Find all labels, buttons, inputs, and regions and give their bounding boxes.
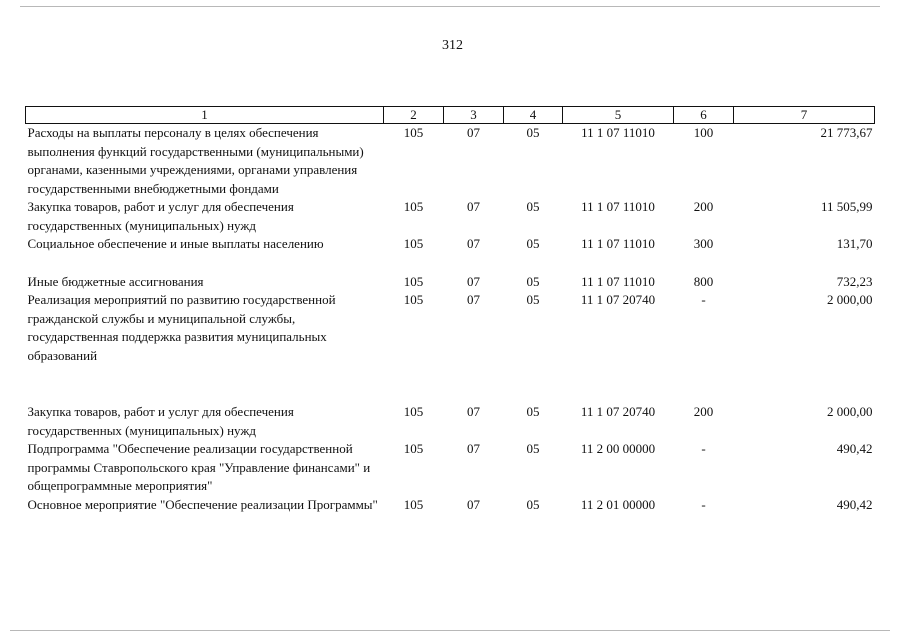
row-ministry-code: 105 [403, 441, 424, 456]
row-expense-type: 200 [693, 404, 714, 419]
row-name: Основное мероприятие "Обеспечение реализации Программы" [27, 496, 378, 512]
table-header-row [26, 107, 875, 124]
column-header: 6 [674, 107, 734, 124]
row-ministry-code: 105 [403, 236, 424, 251]
scan-artifact-top [20, 6, 880, 7]
row-name: Реализация мероприятий по развитию государственной гражданской службы и муниципальной службы, государственная поддержка развития муниципальных образований [27, 292, 336, 363]
row-ministry-code: 105 [403, 496, 424, 512]
row-expense-type: 300 [693, 236, 714, 251]
row-name: Расходы на выплаты персоналу в целях обеспечения выполнения функций государственными (муниципальными) органами, казенными учреждениями, органами управления государственными внебюджетными фондами [27, 125, 364, 196]
row-amount: 11 505,99 [820, 199, 873, 214]
table-row [26, 291, 875, 403]
row-section-code: 07 [467, 441, 480, 456]
row-amount: 2 000,00 [827, 404, 873, 419]
row-subsection-code: 05 [526, 441, 540, 456]
row-expense-type: - [701, 292, 706, 307]
page-number: 312 [442, 38, 463, 53]
row-name: Подпрограмма "Обеспечение реализации государственной программы Ставропольского края "Управление финансами" и общепрограммные мероприятия" [27, 441, 371, 493]
row-section-code: 07 [467, 273, 480, 289]
row-subsection-code: 05 [526, 199, 540, 214]
column-header: 3 [444, 107, 504, 124]
row-name: Закупка товаров, работ и услуг для обеспечения государственных (муниципальных) нужд [27, 199, 294, 233]
row-ministry-code: 105 [403, 292, 424, 307]
row-subsection-code: 05 [526, 273, 540, 289]
row-subsection-code: 05 [526, 236, 540, 251]
row-expense-type: 800 [693, 273, 714, 289]
table-row [26, 440, 875, 496]
row-amount: 732,23 [836, 273, 873, 289]
table-row [26, 235, 875, 273]
row-section-code: 07 [467, 199, 480, 214]
row-section-code: 07 [467, 404, 480, 419]
row-ministry-code: 105 [403, 199, 424, 214]
row-target-code: 11 1 07 20740 [580, 404, 656, 419]
column-header: 1 [26, 107, 384, 124]
row-target-code: 11 1 07 20740 [580, 292, 656, 307]
budget-table [25, 106, 875, 514]
table-row [26, 198, 875, 235]
column-header: 2 [384, 107, 444, 124]
row-target-code: 11 2 01 00000 [580, 496, 656, 512]
table-row [26, 124, 875, 199]
row-name: Иные бюджетные ассигнования [27, 273, 204, 289]
row-ministry-code: 105 [403, 404, 424, 419]
row-ministry-code: 105 [403, 125, 424, 140]
table-row [26, 273, 875, 292]
row-expense-type: 100 [693, 125, 714, 140]
row-target-code: 11 2 00 00000 [580, 441, 656, 456]
row-section-code: 07 [467, 236, 480, 251]
row-expense-type: - [701, 441, 706, 456]
row-target-code: 11 1 07 11010 [581, 273, 655, 289]
row-amount: 2 000,00 [827, 292, 873, 307]
scan-artifact-bottom [10, 630, 890, 631]
row-amount: 131,70 [836, 236, 873, 251]
row-subsection-code: 05 [526, 125, 540, 140]
row-target-code: 11 1 07 11010 [581, 236, 655, 251]
row-subsection-code: 05 [526, 292, 540, 307]
row-amount: 490,42 [836, 441, 873, 456]
row-amount: 490,42 [836, 496, 873, 512]
row-ministry-code: 105 [403, 273, 424, 289]
table-row [26, 403, 875, 440]
row-subsection-code: 05 [526, 404, 540, 419]
row-amount: 21 773,67 [820, 125, 873, 140]
row-section-code: 07 [467, 125, 480, 140]
table-row [26, 496, 875, 515]
row-section-code: 07 [467, 292, 480, 307]
row-subsection-code: 05 [526, 496, 540, 512]
column-header: 5 [563, 107, 674, 124]
column-header: 4 [504, 107, 563, 124]
row-section-code: 07 [467, 496, 480, 512]
row-name: Социальное обеспечение и иные выплаты населению [27, 236, 324, 251]
row-target-code: 11 1 07 11010 [581, 199, 655, 214]
row-name: Закупка товаров, работ и услуг для обеспечения государственных (муниципальных) нужд [27, 404, 294, 438]
row-expense-type: 200 [693, 199, 714, 214]
row-expense-type: - [701, 496, 706, 512]
row-target-code: 11 1 07 11010 [581, 125, 655, 140]
column-header: 7 [734, 107, 875, 124]
